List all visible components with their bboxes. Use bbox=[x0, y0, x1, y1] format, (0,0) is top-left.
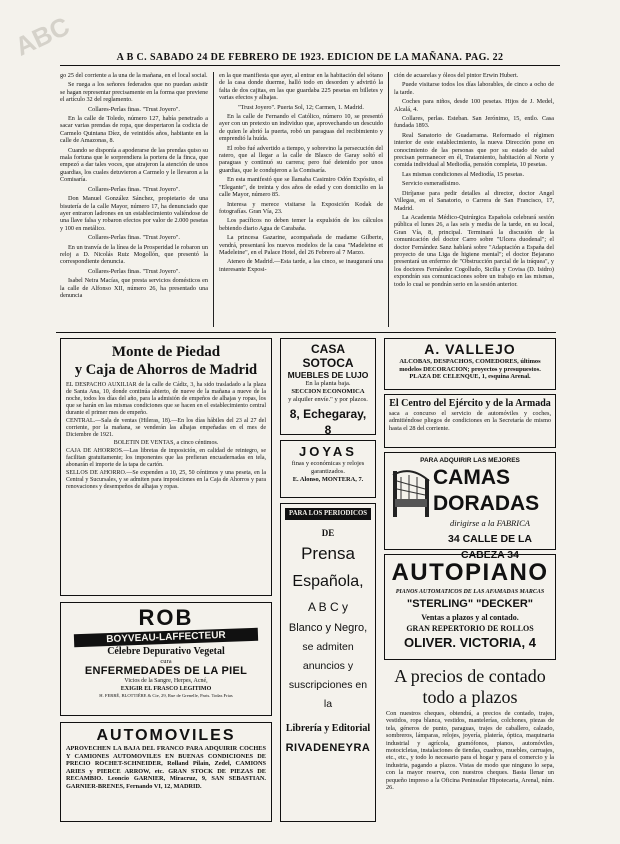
ad-body: ALCOBAS, DESPACHOS, COMEDORES, últimos modelos DECORACION; proyectos y presupuestos. PLAZA DE CELENQUE, 1, esquina Arenal. bbox=[399, 358, 541, 381]
ad-vallejo bbox=[384, 338, 556, 390]
ad-line: dirigirse a la FABRICA bbox=[450, 518, 530, 528]
paragraph: EL DESPACHO AUXILIAR de la calle de Cádiz, 3, ha sido trasladado a la plaza de Santa Ana, 10, donde continúa abierto, de nueve de la mañana a nueve de la noche, todos los días del año, para la admisión de empeños de alhajas y ropas, los que se harán en las mismas condiciones que se hacen en el establecimiento central durante el primer mes de empeño. bbox=[66, 382, 266, 416]
paragraph: SELLOS DE AHORRO.—Se expenden a 10, 25, 50 céntimos y una peseta, en la Central y Sucursales, y se admiten para imposiciones en la Caja de Ahorros y para renovaciones y desempeños de alhajas y ropas. bbox=[66, 470, 266, 490]
ad-autopiano bbox=[384, 554, 556, 660]
ad-line: RIVADENEYRA bbox=[285, 742, 371, 754]
ad-line: Ventas a plazos y al contado. bbox=[421, 613, 519, 622]
ad-line: 34 CALLE DE LA CABEZA 34 bbox=[447, 533, 532, 561]
paragraph: Las mismas condiciones al Mediodía, 15 pesetas. bbox=[402, 170, 525, 178]
ad-line: En la planta baja. bbox=[305, 380, 351, 387]
ad-title: A. VALLEJO bbox=[424, 341, 516, 357]
paragraph: Ateneo de Madrid.—Esta tarde, a las cinco, se inaugurará una interesante Exposi- bbox=[219, 258, 383, 273]
page-header bbox=[0, 52, 620, 63]
column-divider bbox=[388, 72, 389, 327]
ad-brand-banner: BOYVEAU-LAFFECTEUR bbox=[74, 628, 258, 647]
ad-line: Célebre Depurativo Vegetal bbox=[107, 646, 225, 657]
paragraph: En la calle de Fernando el Católico, número 10, se presentó ayer con un pretexto un individuo que, aprovechando un descuido de quien le abrió la puerta, robó un paraguas del recibimiento y emprendió la huída. bbox=[219, 113, 383, 143]
ad-centro-ejercito bbox=[384, 394, 556, 448]
article-column-2 bbox=[219, 72, 383, 328]
paragraph: Diríjanse para pedir detalles al director, doctor Angel Villegas, en el Sanatorio, o Carrera de San Francisco, 17, Madrid. bbox=[394, 189, 554, 212]
paragraph: En esta manifestó que se llamaba Casimiro Odón Expósito, el "Elegante", de treinta y dos años de edad y con domicilio en la calle Mayor, número 85. bbox=[219, 176, 383, 199]
ad-line: Blanco y Negro, bbox=[288, 622, 368, 634]
paragraph: Real Sanatorio de Guadarrama. Reformado el régimen interior de este establecimiento, la nueva Dirección pone en conocimiento de las personas que por su estado de salud precisan permanecer en él, Tratamiento, habitación al Norte y comida individual al Mediodía, pensión completa, 10 pesetas. bbox=[394, 131, 554, 169]
paragraph: "Trust Joyero". Puerta Sol, 12; Carmen, 1. Madrid. bbox=[238, 103, 364, 111]
ad-title: todo a plazos bbox=[422, 687, 518, 707]
section-rule bbox=[56, 332, 556, 333]
paragraph: BOLETIN DE VENTAS, a cinco céntimos. bbox=[113, 440, 219, 446]
ad-line: OLIVER. VICTORIA, 4 bbox=[404, 635, 536, 650]
paragraph: Cuando se disponía a apoderarse de las prendas quiso su mala fortuna que le sorprendiera la portera de la finca, que empezó a dar tales voces, que atrajeron la atención de unos guardias, los cuales detuvieron a Carmelo y le llevaron a la Comisaría. bbox=[60, 146, 208, 184]
ad-title: El Centro del Ejército y de la Armada bbox=[389, 398, 551, 409]
ad-title: AUTOMOVILES bbox=[96, 727, 236, 744]
ad-title: y Caja de Ahorros de Madrid bbox=[74, 362, 258, 378]
paragraph: Don Manuel González Sánchez, propietario de una bisutería de la calle Mayor, número 17, ha denunciado que ayer entraron ladrones en un establecimiento valiéndose de una llave falsa y robaron efectos por valor de 2.000 pesetas y 100 en metálico. bbox=[60, 195, 208, 232]
ad-rob-depurativo bbox=[60, 602, 272, 716]
article-column-3 bbox=[394, 72, 554, 328]
paragraph: Los pacíficos no deben temer la expulsión de los cálculos bebiendo diario Agua de Carabaña. bbox=[219, 217, 383, 232]
paragraph: en la que manifiesta que ayer, al entrar en la habitación del sótano de la casa donde duerme, halló todo en desorden y advirtió la falta de dos cajitas, en las que guardaba 225 pesetas en billetes y varias efectos y alhajas. bbox=[219, 72, 383, 102]
bed-illustration-icon bbox=[391, 467, 431, 521]
ad-title: A precios de contado bbox=[394, 666, 546, 686]
ad-line: se admiten anuncios y suscripciones en la bbox=[288, 641, 368, 710]
paragraph: Collares-Perlas finas. "Trust Joyero". bbox=[88, 234, 180, 242]
ad-title: JOYAS bbox=[299, 444, 357, 459]
ad-camas-doradas bbox=[384, 452, 556, 561]
ad-title: AUTOPIANO bbox=[391, 559, 549, 586]
ad-title: CAMAS DORADAS bbox=[433, 466, 540, 515]
column-divider bbox=[213, 72, 214, 327]
ad-line: cura bbox=[160, 658, 172, 665]
page-header-title: A B C. SABADO 24 DE FEBRERO DE 1923. EDICION DE LA MAÑANA. PAG. 22 bbox=[116, 52, 504, 63]
ad-line: H. FERRÉ, BLOTTIÈRE & Cie, 29, Rue de Grenelle, Paris. Todas Frias bbox=[99, 693, 233, 698]
ad-title: Monte de Piedad bbox=[111, 344, 221, 360]
ad-body: Con nuestros cheques, obtendrá, a precios de contado, trajes, vestidos, ropa blanca, vestidos, mantelerías, colchones, piezas de tela, géneros de punto, paraguas, trajes de caballero, calzado, sombreros, lámparas, relojes, joyería, platería, óptica, maquinaria industrial y agrícola, gramófonos, pianos, automóviles, motocicletas, instalaciones de tiendas, cuadros, muebles, carruajes, etc., etc., y todo lo necesario para el hogar y para el comercio y la industria, pagando a plazos. Vistas de modo que ninguno lo sepa, con la mayor reserva, con nuestros cheques. Basta llenar un pequeño impreso a la Oficina Peninsular Hipotecaria, Arenal, núm. 26. bbox=[386, 710, 554, 792]
paragraph: En la calle de Toledo, número 127, había penetrado a sacar varias prendas de ropa, que despertaron la codicia de Carmelo Quintana Díez, de veintidós años, habitante en la calle de Amazonas, 8. bbox=[60, 115, 208, 145]
ad-line: Prensa bbox=[301, 544, 355, 563]
ad-line: y alquiler envíe." y por plazos. bbox=[288, 396, 368, 403]
ad-line: finas y económicas y relojes garantizados. bbox=[291, 460, 365, 475]
ad-line: EXIGIR EL FRASCO LEGITIMO bbox=[120, 685, 212, 692]
ad-line: GRAN REPERTORIO DE ROLLOS bbox=[406, 624, 534, 633]
ad-line: ENFERMEDADES DE LA PIEL bbox=[84, 665, 248, 677]
ad-title: CASA SOTOCA bbox=[302, 342, 354, 370]
paragraph: Isabel Neira Macías, que presta servicios domésticos en la calle de Alfonso XII, número 26, ha presentado una denuncia bbox=[60, 277, 208, 299]
ad-body: saca a concurso el servicio de automóviles y coches, admitiéndose pliegos de condiciones en la Secretaría de mismo hasta el 28 del corriente. bbox=[389, 410, 551, 432]
ad-line: Española, bbox=[292, 573, 364, 590]
ad-monte-de-piedad bbox=[60, 338, 272, 596]
article-column-1 bbox=[60, 72, 208, 328]
paragraph: Se ruega a los señores federados que no puedan asistir se hagan representar precisamente en la forma que previene el artículo 32 del reglamento. bbox=[60, 81, 208, 104]
ad-casa-sotoca bbox=[280, 338, 376, 435]
ad-line: A B C y bbox=[307, 600, 348, 614]
ad-prensa-espanola bbox=[280, 503, 376, 822]
ad-automoviles bbox=[60, 722, 272, 822]
ad-subtitle: MUEBLES DE LUJO bbox=[287, 370, 369, 380]
paragraph: Collares-Perlas finas. "Trust Joyero". bbox=[88, 185, 180, 193]
ad-line: "STERLING" "DECKER" bbox=[407, 598, 533, 610]
ad-line: SECCION ECONOMICA bbox=[291, 388, 365, 395]
paragraph: El robo fué advertido a tiempo, y sobrevino la persecución del ratero, que al llegar a la calle de Blasco de Garay soltó el paraguas y continuó su carrera; pero fué detenido por unos guardias, que le condujeron a la Comisaría. bbox=[219, 144, 383, 174]
paragraph: La princesa Gazarine, acompañada de madame Gilberte, vendrá, presentará los nuevos modelos de la casa "Madeleine et Madeleine", en el Palace Hotel, del 26 Febrero al 7 Marzo. bbox=[219, 234, 383, 256]
paragraph: Interesa y merece visitarse la Exposición Kodak de fotografías. Gran Vía, 23. bbox=[219, 200, 383, 215]
ad-title: ROB bbox=[138, 605, 194, 630]
ad-address: 8, Echegaray, 8 bbox=[289, 407, 367, 437]
paragraph: ción de acuarelas y óleos del pintor Erwin Hubert. bbox=[394, 72, 519, 79]
ad-line: PARA ADQUIRIR LAS MEJORES bbox=[420, 457, 520, 464]
paragraph: CENTRAL.—Sala de ventas (Hileras, 18).—En los días hábiles del 23 al 27 del corriente, por la mañana, se venderán las alhajas empeñadas en el mes de Diciembre de 1921. bbox=[66, 418, 266, 438]
ad-joyas bbox=[280, 440, 376, 498]
paragraph: Collares-Perlas finas. "Trust Joyero". bbox=[88, 267, 180, 275]
paragraph: Collares-Perlas finas. "Trust Joyero". bbox=[88, 105, 180, 113]
ad-line: DE bbox=[321, 528, 335, 538]
ad-precios-contado bbox=[384, 664, 556, 822]
paragraph: Puede visitarse todos los días laborables, de cinco a ocho de la tarde. bbox=[394, 81, 554, 96]
header-rule bbox=[60, 65, 560, 66]
paragraph: Coches para niños, desde 100 pesetas. Hijos de J. Medel, Alcalá, 4. bbox=[394, 98, 554, 113]
ad-line: E. Alonso, MONTERA, 7. bbox=[292, 476, 364, 483]
paragraph: Collares, perlas. Esteban. San Jerónimo, 15, entlo. Casa fundada 1893. bbox=[394, 115, 554, 130]
ad-line: Librería y Editorial bbox=[285, 723, 371, 734]
ad-body: APROVECHEN LA BAJA DEL FRANCO PARA ADQUIRIR COCHES Y CAMIONES AUTOMOVILES EN BUENAS CONDICIONES DE PRECIO ROCHET-SCHNEIDER, Rolland Pilain, Zedel, CAMIONS ARIES y PIERCE ARROW, etc. GRAN STOCK DE PIEZAS DE RECAMBIO. Leoncio GARNIER, Miracruz, 9, SAN SEBASTIAN. GARNIER-BRENES, Fernando VI, 12, MADRID. bbox=[66, 745, 266, 790]
ad-line: Vicios de la Sangre, Herpes, Acné, bbox=[124, 678, 208, 684]
paragraph: Servicio esmeradísimo. bbox=[402, 180, 461, 188]
paragraph: CAJA DE AHORROS.—Las libretas de imposición, en calidad de reintegro, se facilitan gratuitamente; los imponentes que las prefieran encuadernadas en tela, abonarán el importe de la tapa de cartón. bbox=[66, 448, 266, 468]
ad-line: PARA LOS PERIODICOS bbox=[285, 508, 371, 520]
paragraph: La Academia Médico-Quirúrgica Española celebrará sesión pública el lunes 26, a las seis y media de la tarde, en su local, Gran Vía, 8, principal. Terminará la discusión de la comunicación del doctor Carro sobre "Ulcera duodenal"; el doctor Fernández Sanz hablará sobre "Adaptación a España del proyecto de una Liga de higiene mental"; el doctor Bejarano presentará un enfermo de "Obstrucción parcial de la tráquea", y los doctores Fernández Cogolludo, Sicilia y Covisa (D. Isidro) expondrán sus comunicaciones sobre un trabajo en las mismas, todo lo cual se pondrán serio en la sesión anterior. bbox=[394, 213, 554, 288]
paragraph: En un tranvía de la línea de la Prosperidad le robaron un reloj a D. Nicolás Ruiz Mogollón, que presentó la correspondiente denuncia. bbox=[60, 243, 208, 266]
ad-line: PIANOS AUTOMATICOS DE LAS AFAMADAS MARCAS bbox=[395, 589, 545, 595]
watermark-stamp: ABC bbox=[10, 10, 75, 62]
paragraph: go 25 del corriente a la una de la mañana, en el local social. bbox=[60, 72, 208, 79]
